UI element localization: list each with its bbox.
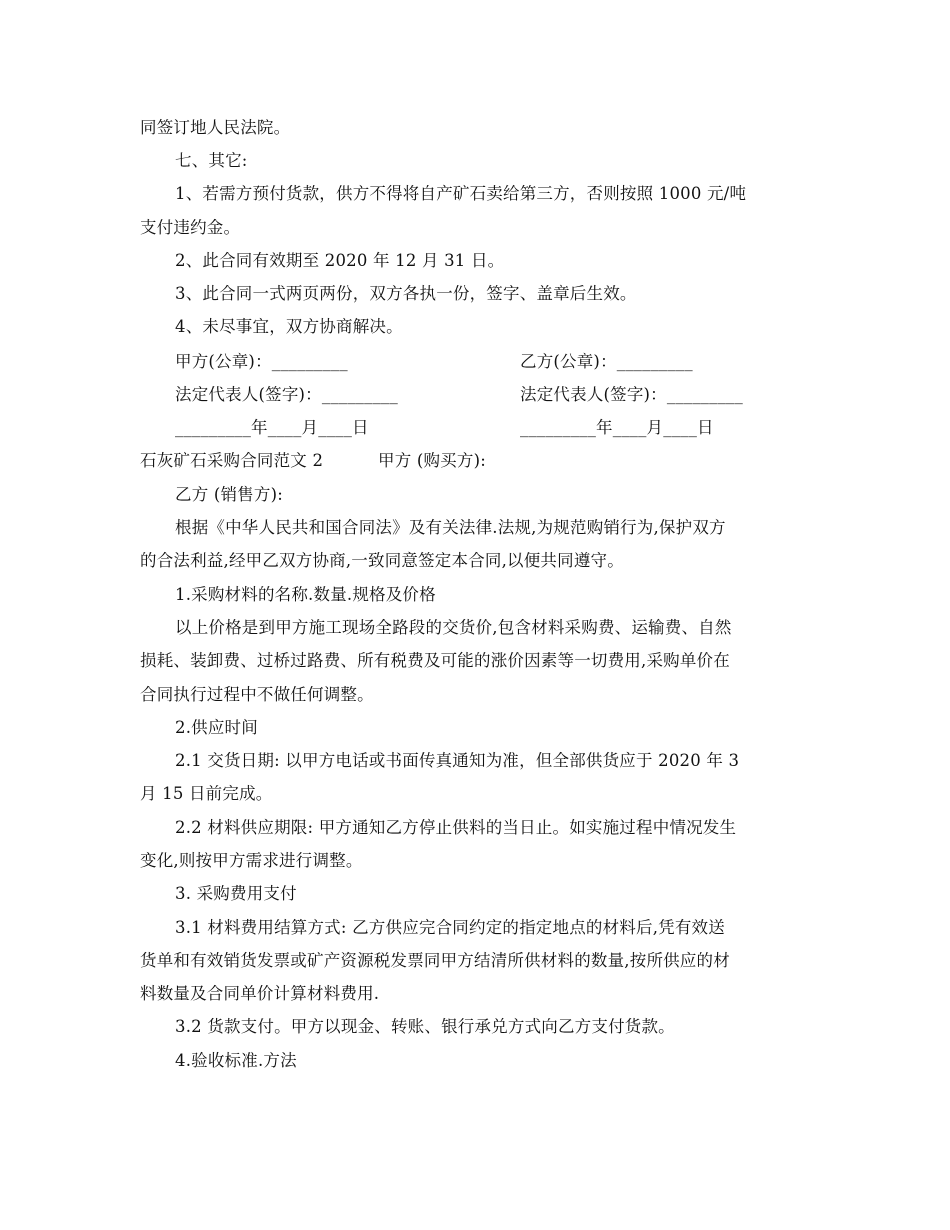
party-b-representative: 法定代表人(签字)：_________: [520, 385, 743, 404]
text-line: 损耗、装卸费、过桥过路费、所有税费及可能的涨价因素等一切费用,采购单价在: [140, 651, 730, 670]
text-line: 2.2 材料供应期限: 甲方通知乙方停止供料的当日止。如实施过程中情况发生: [175, 818, 737, 837]
text-line: 2、此合同有效期至 2020 年 12 月 31 日。: [175, 251, 505, 270]
text-line: 支付违约金。: [140, 218, 241, 237]
contract2-party-b: 乙方 (销售方):: [175, 485, 283, 504]
party-a-seal: 甲方(公章)：_________: [175, 352, 348, 371]
section-heading-other: 七、其它:: [175, 151, 248, 170]
text-line: 2.1 交货日期: 以甲方电话或书面传真通知为准，但全部供货应于 2020 年 3: [175, 751, 740, 770]
text-line: 同签订地人民法院。: [140, 118, 291, 137]
party-a-representative: 法定代表人(签字)：_________: [175, 385, 398, 404]
text-line: 以上价格是到甲方施工现场全路段的交货价,包含材料采购费、运输费、自然: [175, 618, 732, 637]
text-line: 1、若需方预付货款，供方不得将自产矿石卖给第三方，否则按照 1000 元/吨: [175, 184, 747, 203]
text-line: 变化,则按甲方需求进行调整。: [140, 851, 363, 870]
text-line: 根据《中华人民共和国合同法》及有关法律.法规,为规范购销行为,保护双方: [175, 518, 726, 537]
text-line: 月 15 日前完成。: [140, 784, 273, 803]
text-line: 料数量及合同单价计算材料费用.: [140, 984, 380, 1003]
party-b-date: _________年____月____日: [520, 418, 714, 437]
text-line: 3、此合同一式两页两份，双方各执一份，签字、盖章后生效。: [175, 284, 637, 303]
section-heading: 4.验收标准.方法: [175, 1051, 297, 1070]
text-line: 的合法利益,经甲乙双方协商,一致同意签定本合同,以便共同遵守。: [140, 551, 624, 570]
party-b-seal: 乙方(公章)：_________: [520, 352, 693, 371]
contract2-party-a: 甲方 (购买方):: [378, 451, 486, 470]
section-heading: 2.供应时间: [175, 718, 258, 737]
text-line: 货单和有效销货发票或矿产资源税发票同甲方结清所供材料的数量,按所供应的材: [140, 951, 730, 970]
text-line: 3.2 货款支付。甲方以现金、转账、银行承兑方式向乙方支付货款。: [175, 1017, 675, 1036]
section-heading: 3. 采购费用支付: [175, 884, 297, 903]
section-heading: 1.采购材料的名称.数量.规格及价格: [175, 585, 436, 604]
text-line: 合同执行过程中不做任何调整。: [140, 685, 374, 704]
text-line: 4、未尽事宜，双方协商解决。: [175, 317, 403, 336]
party-a-date: _________年____月____日: [175, 418, 369, 437]
text-line: 3.1 材料费用结算方式: 乙方供应完合同约定的指定地点的材料后,凭有效送: [175, 918, 725, 937]
contract2-title: 石灰矿石采购合同范文 2: [140, 451, 324, 470]
